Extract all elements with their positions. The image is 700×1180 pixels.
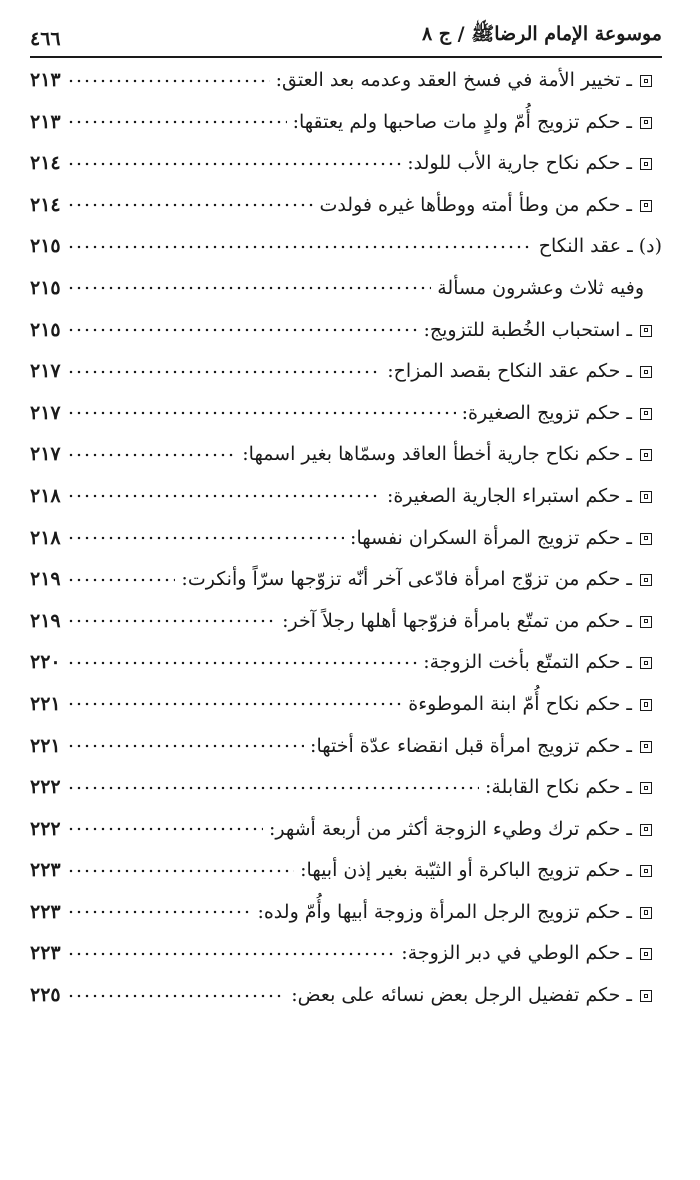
square-bullet-icon: [640, 782, 652, 794]
dot-leader: [67, 570, 176, 589]
running-header: [30, 0, 662, 58]
dot-leader: [67, 113, 287, 132]
toc-entry-title: ـ تخيير الأمة في فسخ العقد وعدمه بعد العتق:: [275, 69, 632, 91]
square-bullet-icon: [640, 574, 652, 586]
toc-entry: [30, 608, 662, 650]
toc-entry-page: ٢٢٣: [30, 859, 61, 882]
toc-entry-title: وفيه ثلاث وعشرون مسألة: [437, 276, 644, 299]
toc-entry-page: ٢١٣: [30, 110, 61, 133]
square-bullet-icon: [640, 75, 652, 87]
toc-entry-page: ٢١٨: [30, 484, 61, 507]
dot-leader: [67, 404, 456, 423]
square-bullet-icon: [640, 200, 652, 212]
toc-entry: [30, 358, 662, 400]
dot-leader: [67, 820, 263, 839]
square-bullet-icon: [640, 865, 652, 877]
toc-entry: [30, 67, 662, 109]
toc-entry-page: ٢١٥: [30, 235, 61, 258]
toc-entry-page: ٢١٩: [30, 568, 61, 591]
toc-entry-title: ـ حكم استبراء الجارية الصغيرة:: [386, 484, 632, 507]
square-bullet-icon: [640, 449, 652, 461]
toc-entry: [30, 192, 662, 234]
dot-leader: [67, 321, 418, 340]
dot-leader: [67, 487, 381, 506]
dot-leader: [67, 362, 382, 381]
toc-entry-title: ـ حكم تزويج الصغيرة:: [461, 401, 632, 424]
toc-entry: [30, 525, 662, 567]
toc-entry-page: ٢٢٠: [30, 651, 61, 674]
toc-entry-title: ـ استحباب الخُطبة للتزويج:: [423, 318, 632, 341]
toc-entry: [30, 566, 662, 608]
toc-entry: [30, 275, 662, 317]
toc-entry: [30, 857, 662, 899]
square-bullet-icon: [640, 990, 652, 1002]
square-bullet-icon: [640, 158, 652, 170]
toc-entry: [30, 233, 662, 275]
toc-entry-page: ٢١٤: [30, 152, 61, 175]
toc-entry-page: ٢١٥: [30, 276, 61, 299]
square-bullet-icon: [640, 907, 652, 919]
toc-entry-page: ٢٢٥: [30, 984, 61, 1007]
toc-entry-page: ٢١٥: [30, 318, 61, 341]
toc-entry: [30, 691, 662, 733]
toc-entry: [30, 109, 662, 151]
toc-entry-page: ٢٢٣: [30, 942, 61, 965]
running-header-title: موسوعة الإمام الرضاﷺ / ج ٨: [421, 23, 662, 45]
toc-entry-page: ٢١٣: [30, 69, 61, 91]
dot-leader: [67, 737, 304, 756]
dot-leader: [67, 778, 479, 797]
dot-leader: [67, 445, 237, 464]
dot-leader: [67, 653, 418, 672]
toc-entry-title: (د) ـ عقد النكاح: [538, 235, 662, 258]
page-number: ٤٦٦: [30, 28, 61, 50]
toc-entry-title: ـ حكم ترك وطيء الزوجة أكثر من أربعة أشهر:: [268, 817, 632, 840]
toc-entry-title: ـ حكم نكاح أُمّ ابنة الموطوءة: [408, 692, 632, 715]
toc-entry-page: ٢٢١: [30, 692, 61, 715]
toc-entry: [30, 774, 662, 816]
table-of-contents: [30, 58, 662, 1024]
square-bullet-icon: [640, 408, 652, 420]
toc-entry-title: ـ حكم من تمتّع بامرأة فزوّجها أهلها رجلاً آخر:: [282, 609, 632, 632]
dot-leader: [67, 71, 270, 90]
toc-entry-title: ـ حكم الوطي في دبر الزوجة:: [401, 942, 632, 965]
square-bullet-icon: [640, 657, 652, 669]
toc-entry-title: ـ حكم تزويج المرأة السكران نفسها:: [350, 526, 632, 549]
toc-entry-title: ـ حكم تزويج امرأة قبل انقضاء عدّة أختها:: [310, 734, 632, 757]
toc-entry: [30, 483, 662, 525]
toc-entry-title: ـ حكم من وطأ أمته ووطأها غيره فولدت: [319, 193, 632, 216]
toc-entry-page: ٢١٧: [30, 443, 61, 466]
square-bullet-icon: [640, 325, 652, 337]
dot-leader: [67, 695, 403, 714]
toc-entry: [30, 733, 662, 775]
square-bullet-icon: [640, 948, 652, 960]
square-bullet-icon: [640, 533, 652, 545]
dot-leader: [67, 612, 277, 631]
toc-entry-page: ٢١٧: [30, 401, 61, 424]
toc-entry-title: ـ حكم التمتّع بأخت الزوجة:: [423, 651, 632, 674]
square-bullet-icon: [640, 491, 652, 503]
toc-entry-page: ٢١٨: [30, 526, 61, 549]
square-bullet-icon: [640, 117, 652, 129]
toc-entry-title: ـ حكم نكاح جارية أخطأ العاقد وسمّاها بغير اسمها:: [242, 443, 632, 466]
toc-entry: [30, 649, 662, 691]
dot-leader: [67, 944, 396, 963]
toc-entry-page: ٢١٩: [30, 609, 61, 632]
toc-entry: [30, 441, 662, 483]
toc-entry-title: ـ حكم عقد النكاح بقصد المزاح:: [387, 360, 632, 383]
dot-leader: [67, 196, 314, 215]
toc-entry: [30, 816, 662, 858]
square-bullet-icon: [640, 366, 652, 378]
toc-entry: [30, 317, 662, 359]
toc-entry-title: ـ حكم تزويج الباكرة أو الثيّبة بغير إذن أبيها:: [300, 859, 632, 882]
dot-leader: [67, 279, 432, 298]
dot-leader: [67, 903, 252, 922]
dot-leader: [67, 237, 533, 256]
toc-entry: [30, 400, 662, 442]
square-bullet-icon: [640, 741, 652, 753]
toc-entry-title: ـ حكم نكاح جارية الأب للولد:: [407, 152, 632, 175]
toc-entry-title: ـ حكم تفضيل الرجل بعض نسائه على بعض:: [291, 984, 632, 1007]
toc-entry-title: ـ حكم تزويج أُمّ ولدٍ مات صاحبها ولم يعتقها:: [292, 110, 632, 133]
square-bullet-icon: [640, 616, 652, 628]
toc-entry-title: ـ حكم من تزوّج امرأة فادّعى آخر أنّه تزوّجها سرّاً وأنكرت:: [181, 568, 632, 591]
square-bullet-icon: [640, 824, 652, 836]
toc-entry-page: ٢٢٢: [30, 776, 61, 799]
toc-entry-title: ـ حكم نكاح القابلة:: [484, 776, 632, 799]
toc-entry: [30, 899, 662, 941]
dot-leader: [67, 861, 295, 880]
toc-entry: [30, 940, 662, 982]
toc-entry-page: ٢١٧: [30, 360, 61, 383]
toc-entry: [30, 150, 662, 192]
dot-leader: [67, 529, 344, 548]
dot-leader: [67, 154, 402, 173]
square-bullet-icon: [640, 699, 652, 711]
toc-entry-title: ـ حكم تزويج الرجل المرأة وزوجة أبيها وأُمّ ولده:: [257, 900, 632, 923]
dot-leader: [67, 986, 286, 1005]
toc-entry-page: ٢١٤: [30, 193, 61, 216]
toc-entry-page: ٢٢٢: [30, 817, 61, 840]
toc-entry-page: ٢٢٣: [30, 900, 61, 923]
toc-entry-page: ٢٢١: [30, 734, 61, 757]
toc-entry: [30, 982, 662, 1024]
